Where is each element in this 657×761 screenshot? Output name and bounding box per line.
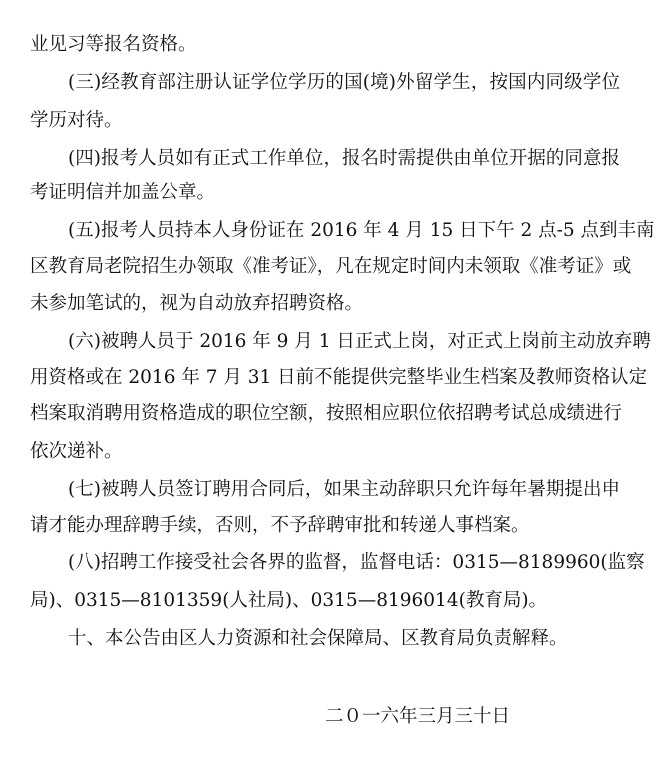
text-line: 区教育局老院招生办领取《准考证》，凡在规定时间内未领取《准考证》或 [30,256,632,277]
text-line: 考证明信并加盖公章。 [30,182,216,203]
text-line: (七)被聘人员签订聘用合同后，如果主动辞职只允许每年暑期提出申 [68,479,620,500]
text-line: (八)招聘工作接受社会各界的监督，监督电话：0315—8189960(监察 [68,552,645,573]
text-line: 用资格或在 2016 年 7 月 31 日前不能提供完整毕业生档案及教师资格认定 [30,367,648,388]
document-date: 二０一六年三月三十日 [325,706,511,727]
text-line: (四)报考人员如有正式工作单位，报名时需提供由单位开据的同意报 [68,148,620,169]
text-line: 档案取消聘用资格造成的职位空额，按照相应职位依招聘考试总成绩进行 [30,403,623,424]
text-line: (三)经教育部注册认证学位学历的国(境)外留学生，按国内同级学位 [68,72,620,93]
text-line: 依次递补。 [30,441,123,462]
text-line: 十、本公告由区人力资源和社会保障局、区教育局负责解释。 [68,628,568,649]
text-line: 业见习等报名资格。 [30,34,197,55]
text-line: 未参加笔试的，视为自动放弃招聘资格。 [30,293,364,314]
text-line: 局)、0315—8101359(人社局)、0315—8196014(教育局)。 [30,590,548,611]
text-line: (六)被聘人员于 2016 年 9 月 1 日正式上岗，对正式上岗前主动放弃聘 [68,331,651,352]
text-line: (五)报考人员持本人身份证在 2016 年 4 月 15 日下午 2 点-5 点到丰南 [68,220,655,241]
text-line: 请才能办理辞聘手续，否则，不予辞聘审批和转递人事档案。 [30,515,530,536]
text-line: 学历对待。 [30,110,123,131]
